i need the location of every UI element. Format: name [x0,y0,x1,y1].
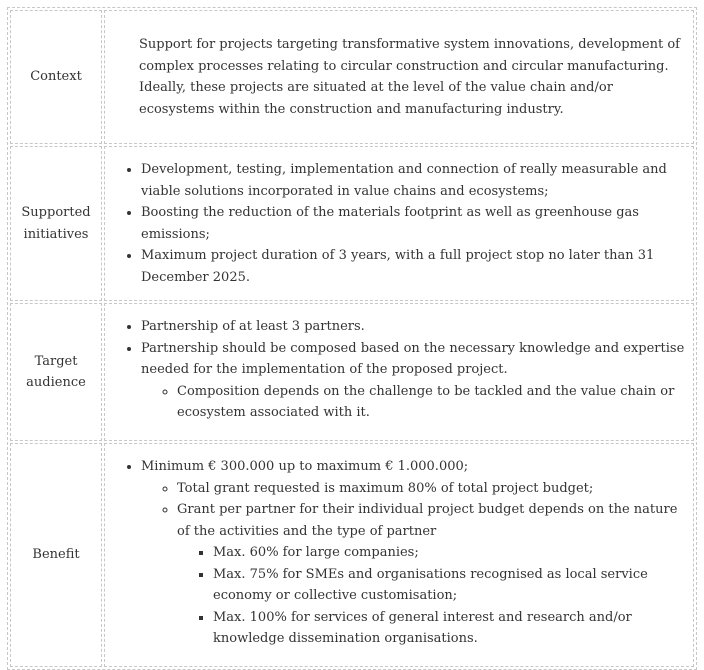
benefit-cell [104,443,694,667]
partner-type-list [177,542,685,650]
target-audience-list [105,316,685,424]
target-audience-sublist [141,381,685,424]
sub-list-item: ◦ Composition depends on the challenge to be tackled and the value chain or ecosystem associated with it. [177,381,685,424]
table-row-supported-initiatives [10,146,694,301]
list-item: • Boosting the reduction of the materials footprint as well as greenhouse gas emissions; [141,202,685,245]
list-item: • Maximum project duration of 3 years, with a full project stop no later than 31 December 2025. [141,245,685,288]
table-row-target-audience [10,303,694,441]
list-item: • Development, testing, implementation and connection of really measurable and viable solutions incorporated in value chains and ecosystems; [141,159,685,202]
funding-details-table [7,7,697,670]
row-label-context: Context [10,10,102,144]
target-audience-cell [104,303,694,441]
table-row-context [10,10,694,144]
sub-list-item-text: ◦ Grant per partner for their individual project budget depends on the nature of the activities and the type of partner [177,502,678,539]
supported-initiatives-list [105,159,685,288]
row-label-benefit: Benefit [10,443,102,667]
context-text: Support for projects targeting transformative system innovations, development of complex processes relating to circular construction and circular manufacturing. Ideally, these projects are situated at the level of the value chain and/or ecosystems within the construction and manufacturing industry. [104,10,694,144]
benefit-sublist [141,478,685,650]
sub-list-item [177,499,685,650]
supported-initiatives-cell [104,146,694,301]
benefit-list [105,456,685,650]
row-label-target-audience: Target audience [10,303,102,441]
list-item [141,338,685,424]
sub-sub-list-item: ▪ Max. 60% for large companies; [213,542,685,564]
sub-list-item: ◦ Total grant requested is maximum 80% of total project budget; [177,478,685,500]
row-label-supported-initiatives: Supported initiatives [10,146,102,301]
list-item [141,456,685,650]
list-item-text: • Minimum € 300.000 up to maximum € 1.000.000; [141,459,469,474]
sub-sub-list-item: ▪ Max. 75% for SMEs and organisations recognised as local service economy or collective customisation; [213,564,685,607]
list-item-text: • Partnership should be composed based on the necessary knowledge and expertise needed for the implementation of the proposed project. [141,340,685,377]
table-row-benefit [10,443,694,667]
list-item: • Partnership of at least 3 partners. [141,316,685,338]
sub-sub-list-item: ▪ Max. 100% for services of general interest and research and/or knowledge dissemination organisations. [213,607,685,650]
